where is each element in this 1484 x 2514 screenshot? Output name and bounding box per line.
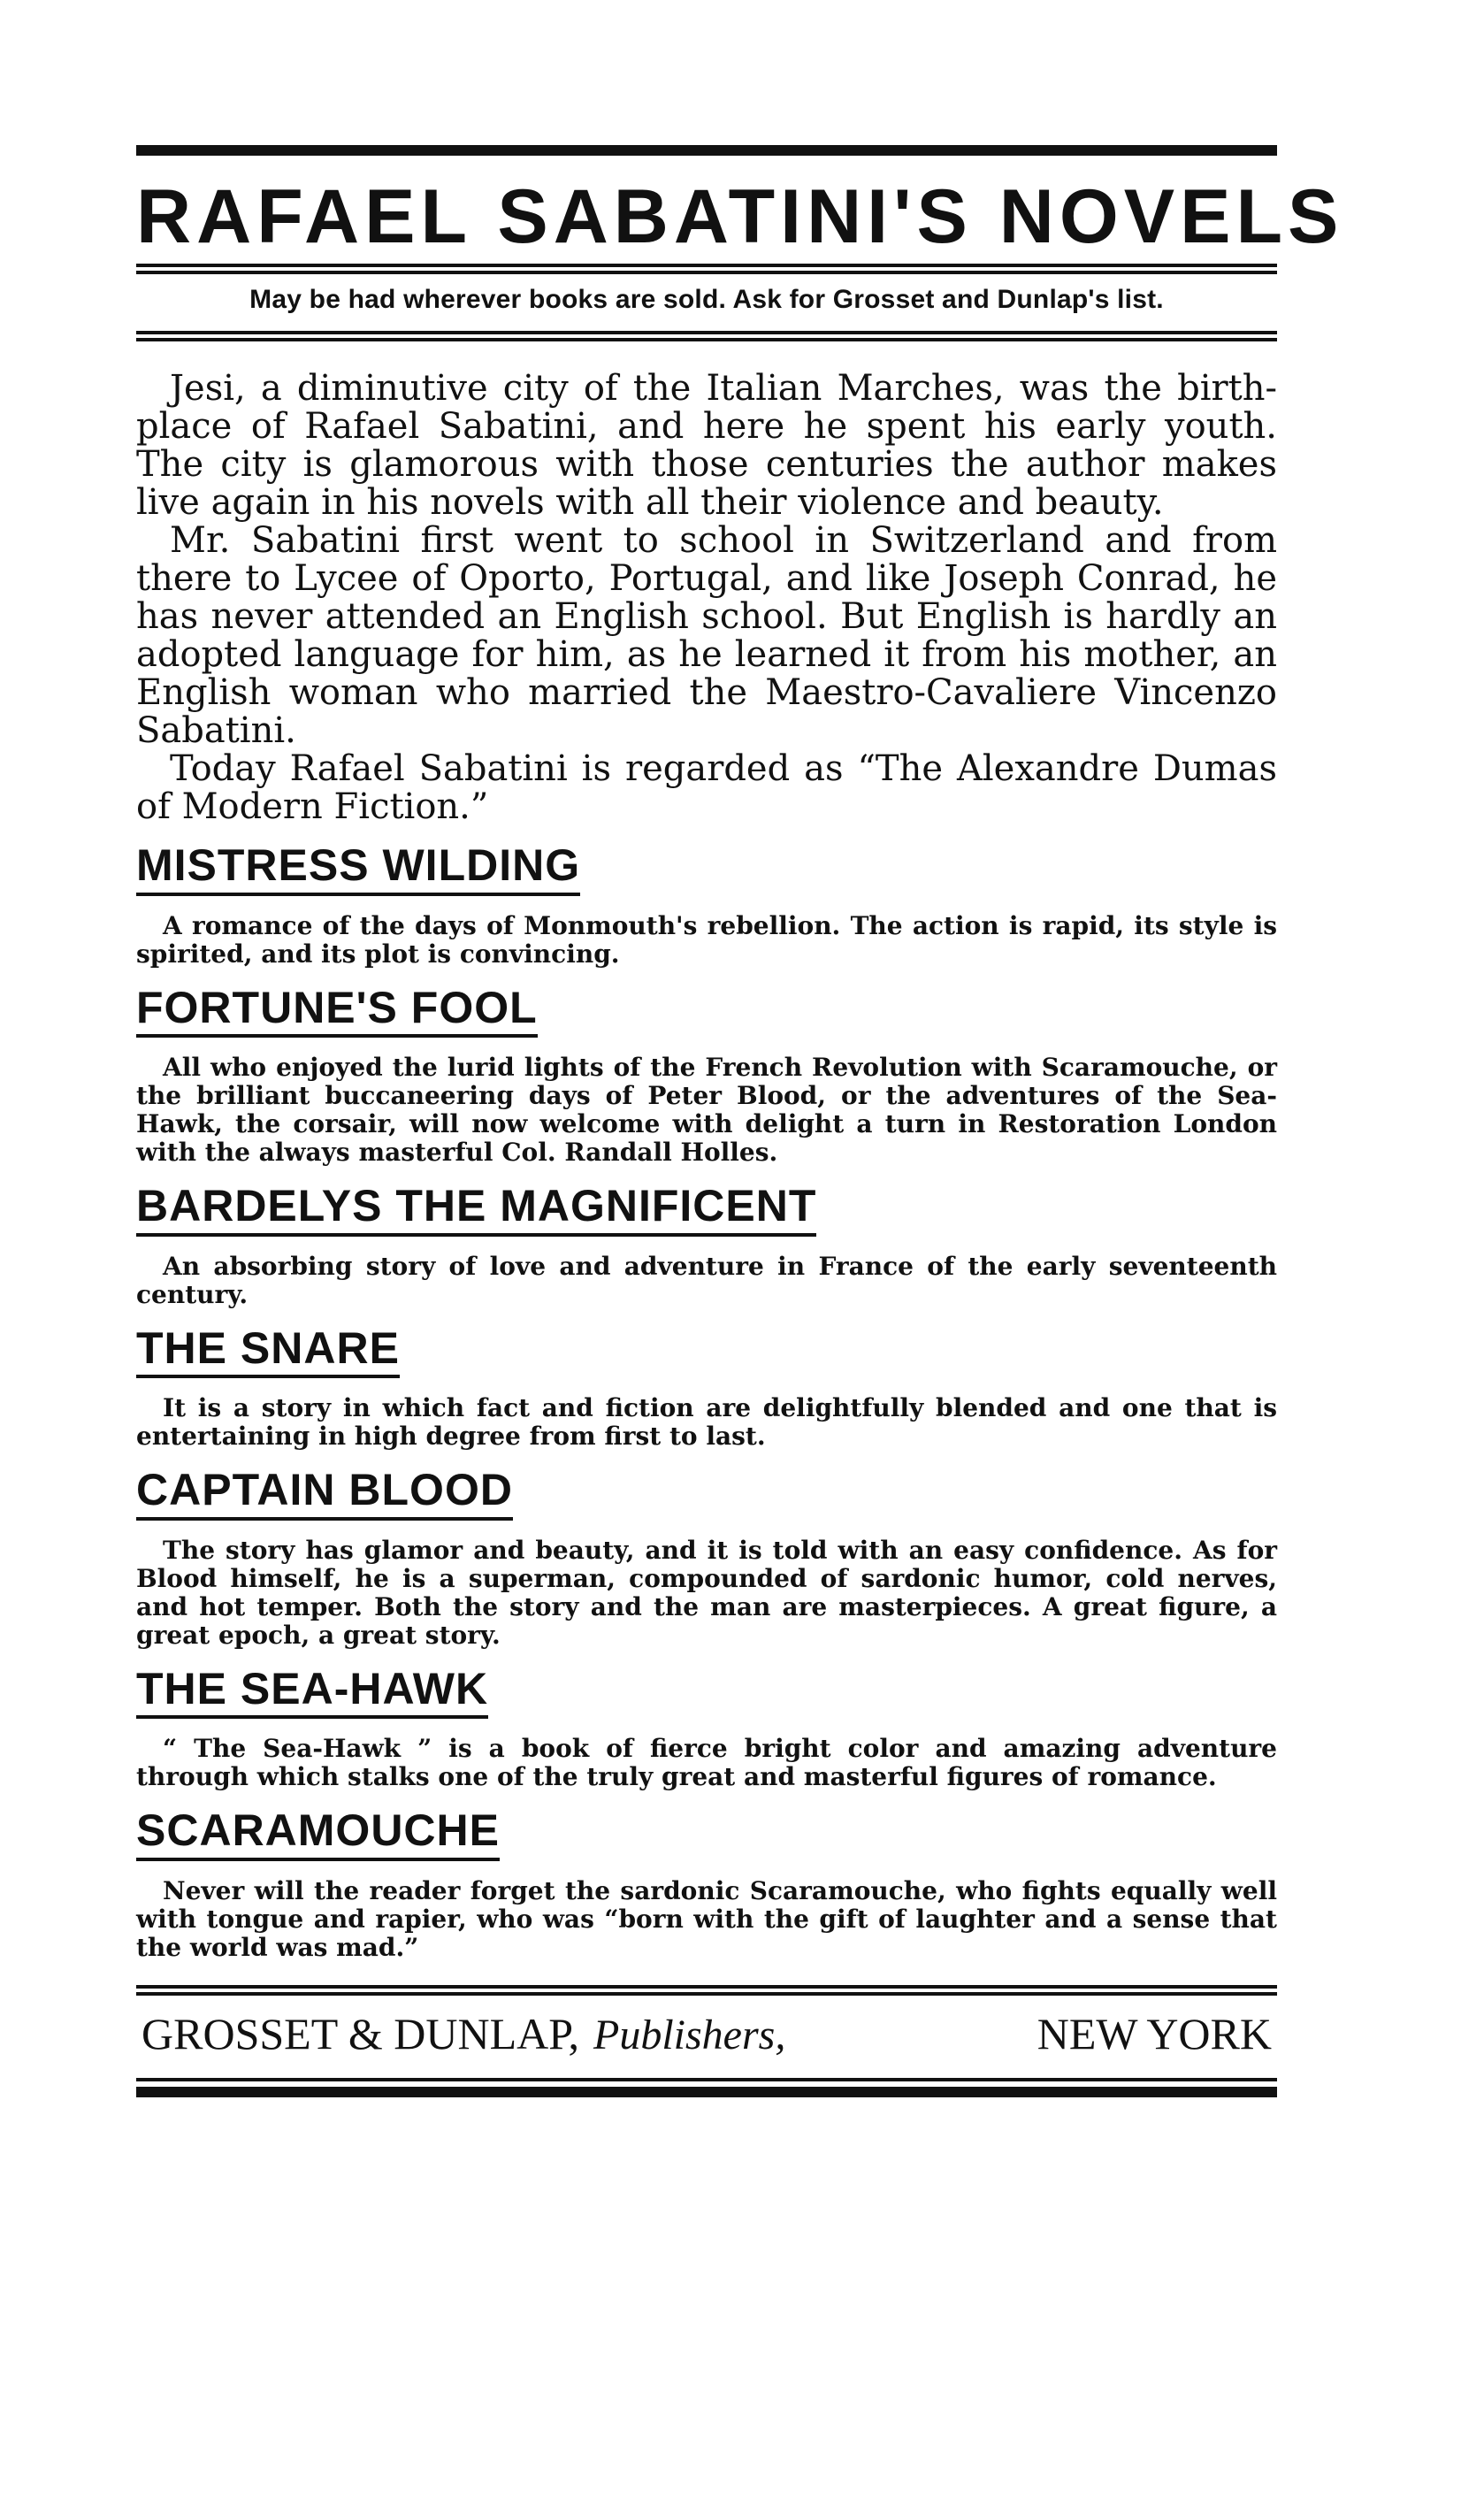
novel-description: All who enjoyed the lurid lights of the French Revolution with Scaramouche, or the brilliant buccaneering days of Peter Blood, or the adventures of the Sea-Hawk, the corsair, will now welcome with delight a turn in Restoration London with the always masterful Col. Randall Holles. bbox=[136, 1053, 1277, 1167]
novel-entry-fortunes-fool bbox=[136, 982, 1277, 1168]
novel-description: A romance of the days of Monmouth's rebellion. The action is rapid, its style is spirited, and its plot is convincing. bbox=[136, 910, 1277, 969]
novel-title: SCARAMOUCHE bbox=[136, 1807, 500, 1861]
top-rule bbox=[136, 145, 1277, 156]
novel-entry-the-snare bbox=[136, 1322, 1277, 1452]
novel-description: It is a story in which fact and fiction are delightfully blended and one that is entertaining in high degree from first to last. bbox=[136, 1393, 1277, 1451]
note-rule-bottom bbox=[136, 338, 1277, 341]
footer-rules-top bbox=[136, 1985, 1277, 1996]
intro-paragraph-1: Jesi, a diminutive city of the Italian Marches, was the birthplace of Rafael Sabatini, and here he spent his early youth. The city is glamorous with those centuries the author makes live again in his novels with all their violence and beauty. bbox=[136, 368, 1277, 523]
novel-title: CAPTAIN BLOOD bbox=[136, 1467, 513, 1521]
publisher-group bbox=[142, 2008, 786, 2058]
note-rule-top bbox=[136, 331, 1277, 334]
novel-entry-mistress-wilding bbox=[136, 842, 1277, 969]
intro-paragraph-3: Today Rafael Sabatini is regarded as “The Alexandre Dumas of Modern Fiction.” bbox=[136, 748, 1277, 827]
novel-entry-captain-blood bbox=[136, 1467, 1277, 1650]
novel-entry-the-sea-hawk bbox=[136, 1663, 1277, 1792]
publisher-name: GROSSET & DUNLAP, bbox=[142, 2008, 579, 2058]
novel-description: Never will the reader forget the sardonic Scaramouche, who fights equally well with tongue and rapier, who was “born with the gift of laughter and a sense that the world was mad.” bbox=[136, 1875, 1277, 1962]
title-rule-top bbox=[136, 264, 1277, 267]
novel-title: THE SNARE bbox=[136, 1325, 400, 1379]
bottom-rule-thick bbox=[136, 2087, 1277, 2097]
intro-paragraph-2: Mr. Sabatini first went to school in Switzerland and from there to Lycee of Oporto, Portugal, and like Joseph Conrad, he has never attended an English school. But English is hardly an adopted language for him, as he learned it from his mother, an English woman who married the Maestro-Cavaliere Vincenzo Sabatini. bbox=[136, 520, 1277, 751]
novel-title: THE SEA-HAWK bbox=[136, 1666, 488, 1720]
page-title: RAFAEL SABATINI'S NOVELS bbox=[136, 174, 1344, 259]
novel-description: An absorbing story of love and adventure in France of the early seventeenth century. bbox=[136, 1251, 1277, 1309]
novel-description: “ The Sea-Hawk ” is a book of fierce bright color and amazing adventure through which stalks one of the truly great and masterful figures of romance. bbox=[136, 1734, 1277, 1791]
novel-title: FORTUNE'S FOOL bbox=[136, 985, 538, 1039]
novel-entry-bardelys-the-magnificent bbox=[136, 1183, 1277, 1309]
bottom-rule-thin bbox=[136, 2078, 1277, 2081]
publisher-role: Publishers, bbox=[593, 2011, 786, 2058]
footer-rule-2 bbox=[136, 1992, 1277, 1996]
novel-title: BARDELYS THE MAGNIFICENT bbox=[136, 1183, 816, 1237]
publisher-line bbox=[136, 2008, 1277, 2058]
publisher-city: NEW YORK bbox=[1037, 2008, 1272, 2058]
advertisement-page bbox=[136, 145, 1344, 2097]
novel-title: MISTRESS WILDING bbox=[136, 842, 580, 896]
footer-rule-1 bbox=[136, 1985, 1277, 1989]
novel-entry-scaramouche bbox=[136, 1807, 1277, 1962]
title-rule-bottom bbox=[136, 271, 1277, 274]
novel-description: The story has glamor and beauty, and it is told with an easy confidence. As for Blood himself, he is a superman, compounded of sardonic humor, cold nerves, and hot temper. Both the story and the man are masterpieces. A great figure, a great epoch, a great story. bbox=[136, 1535, 1277, 1650]
author-intro bbox=[136, 370, 1277, 826]
availability-note: May be had wherever books are sold. Ask for Grosset and Dunlap's list. bbox=[249, 285, 1164, 314]
